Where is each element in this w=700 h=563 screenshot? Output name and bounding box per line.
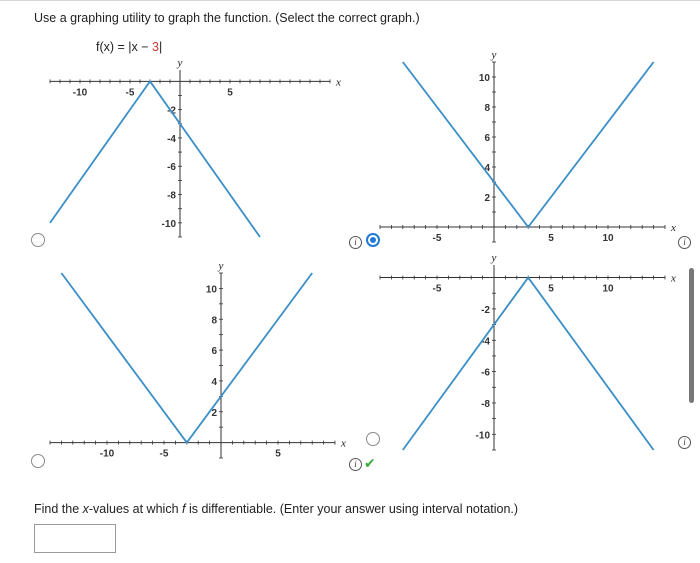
graph-c-y-tick-label: 6 xyxy=(211,346,217,358)
graph-b-y-tick-label: 2 xyxy=(484,193,490,204)
graph-b-x-tick-label: -5 xyxy=(432,233,442,244)
top-divider xyxy=(0,0,700,1)
radio-graph-c[interactable] xyxy=(31,454,45,468)
scrollbar[interactable] xyxy=(689,268,694,403)
graph-a-svg xyxy=(50,57,341,242)
radio-graph-d[interactable] xyxy=(366,432,380,446)
graph-a-y-tick-label: -4 xyxy=(167,133,176,145)
graph-d-y-tick-label: -8 xyxy=(481,398,490,410)
graph-a-x-tick-label: -5 xyxy=(125,87,135,99)
graph-d-y-tick-label: -2 xyxy=(481,304,490,316)
graph-a-function-line xyxy=(50,81,260,237)
graph-c-x-tick-label: -10 xyxy=(99,448,115,460)
graph-a-x-tick-label: 5 xyxy=(227,87,233,99)
graph-d-svg xyxy=(380,252,676,455)
graph-b-y-tick-label: 8 xyxy=(484,103,490,114)
graph-a-y-axis-label: y xyxy=(177,57,183,69)
graph-b-y-tick-label: 4 xyxy=(484,163,490,174)
radio-graph-a[interactable] xyxy=(31,233,45,247)
radio-graph-b[interactable] xyxy=(366,233,380,247)
graph-b-y-axis-label: y xyxy=(491,49,497,61)
answer-input[interactable] xyxy=(34,524,116,553)
graph-d-function-line xyxy=(403,278,654,450)
function-lhs: f(x) = |x − xyxy=(96,40,153,54)
graph-c-y-axis-label: y xyxy=(218,260,224,272)
info-icon-graph-d[interactable]: i xyxy=(678,436,691,449)
graph-b-x-axis-label: x xyxy=(671,222,676,234)
info-icon-graph-c[interactable]: i xyxy=(349,458,362,471)
question-text: Use a graphing utility to graph the function. (Select the correct graph.) xyxy=(34,11,420,25)
graph-a-y-tick-label: -2 xyxy=(167,105,176,117)
graph-c-y-tick-label: 10 xyxy=(205,284,217,296)
graph-c-y-tick-label: 4 xyxy=(211,376,217,388)
followup-question xyxy=(34,502,518,516)
graph-b-y-tick-label: 10 xyxy=(478,73,490,84)
graph-c-svg xyxy=(50,260,346,463)
graph-d-y-axis-label: y xyxy=(491,252,497,264)
graph-b-svg xyxy=(380,49,676,247)
graph-option-b xyxy=(380,49,676,247)
graph-b-function-line xyxy=(403,62,654,227)
graph-c-y-tick-label: 2 xyxy=(211,407,217,419)
graph-d-y-tick-label: -4 xyxy=(481,336,490,348)
graph-b-y-tick-label: 6 xyxy=(484,133,490,144)
graph-c-function-line xyxy=(61,273,312,443)
graph-d-x-tick-label: 5 xyxy=(548,283,554,295)
graph-a-x-axis-label: x xyxy=(336,76,341,89)
followup-text-1: Find the xyxy=(34,502,83,516)
graph-c-x-tick-label: 5 xyxy=(275,448,281,460)
graph-d-x-axis-label: x xyxy=(671,272,676,285)
graph-d-y-tick-label: -6 xyxy=(481,367,490,379)
graph-option-c xyxy=(50,260,346,463)
graph-d-x-tick-label: 10 xyxy=(602,283,614,295)
followup-text-2: -values at which xyxy=(88,502,182,516)
followup-var-f: f xyxy=(182,502,186,516)
function-constant: 3 xyxy=(152,40,159,54)
followup-text-3: is differentiable. (Enter your answer using interval notation.) xyxy=(185,502,519,516)
graph-c-x-tick-label: -5 xyxy=(159,448,169,460)
graph-d-x-tick-label: -5 xyxy=(432,283,442,295)
info-icon-graph-b[interactable]: i xyxy=(678,236,691,249)
function-definition xyxy=(96,40,162,54)
function-rhs: | xyxy=(159,40,163,54)
checkmark-icon: ✔ xyxy=(364,455,376,471)
graph-b-x-tick-label: 5 xyxy=(548,233,554,244)
info-icon-graph-a[interactable]: i xyxy=(349,236,362,249)
graph-a-x-tick-label: -10 xyxy=(72,87,88,99)
graph-c-y-tick-label: 8 xyxy=(211,315,217,327)
graph-a-y-tick-label: -8 xyxy=(167,190,176,202)
graph-b-x-tick-label: 10 xyxy=(602,233,614,244)
graph-option-a xyxy=(50,57,341,242)
followup-var-x: x xyxy=(82,502,89,516)
graph-d-y-tick-label: -10 xyxy=(475,430,490,442)
graph-c-x-axis-label: x xyxy=(341,437,346,450)
graph-option-d xyxy=(380,252,676,455)
graph-a-y-tick-label: -10 xyxy=(161,218,176,230)
graph-a-y-tick-label: -6 xyxy=(167,162,176,174)
